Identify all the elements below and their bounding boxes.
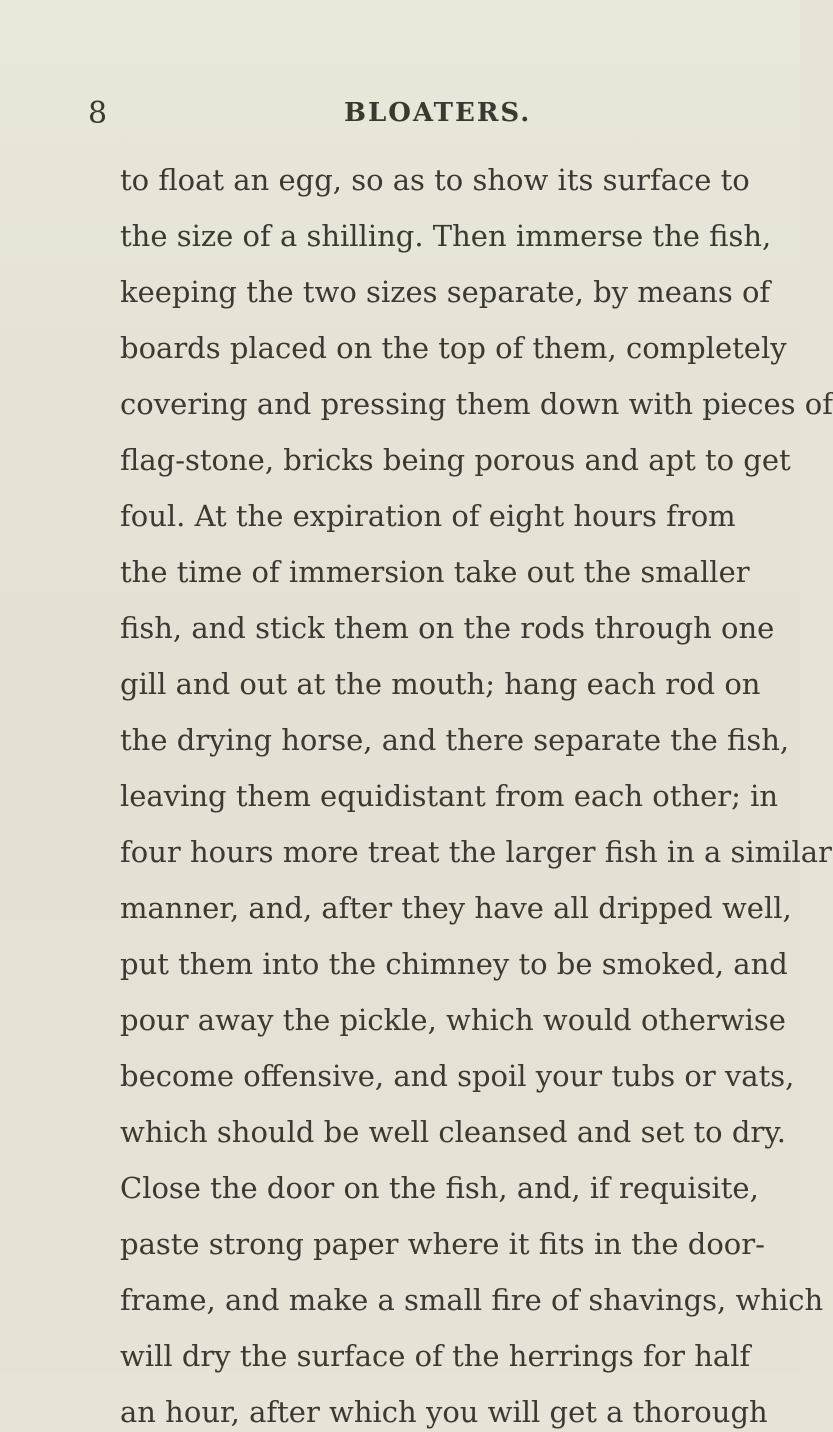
text-line: paste strong paper where it fits in the door- bbox=[120, 1227, 765, 1261]
text-line: covering and pressing them down with pieces of bbox=[120, 387, 833, 421]
page-number: 8 bbox=[88, 96, 108, 131]
text-line: pour away the pickle, which would otherwise bbox=[120, 1003, 786, 1037]
text-line: which should be well cleansed and set to dry. bbox=[120, 1115, 787, 1149]
text-line: to float an egg, so as to show its surface to bbox=[120, 163, 750, 197]
running-title: BLOATERS. bbox=[344, 98, 532, 128]
page-header bbox=[0, 96, 800, 136]
text-line: four hours more treat the larger fish in a similar bbox=[120, 835, 832, 869]
text-line: Close the door on the fish, and, if requisite, bbox=[120, 1171, 759, 1205]
text-line: leaving them equidistant from each other; in bbox=[120, 779, 779, 813]
text-line: boards placed on the top of them, completely bbox=[120, 331, 787, 365]
text-line: keeping the two sizes separate, by means of bbox=[120, 275, 771, 309]
text-line: put them into the chimney to be smoked, and bbox=[120, 947, 788, 981]
text-line: an hour, after which you will get a thorough bbox=[120, 1395, 768, 1429]
text-line: fish, and stick them on the rods through one bbox=[120, 611, 775, 645]
text-line: the time of immersion take out the smaller bbox=[120, 555, 750, 589]
text-line: the size of a shilling. Then immerse the fish, bbox=[120, 219, 772, 253]
text-line: manner, and, after they have all dripped well, bbox=[120, 891, 792, 925]
text-line: gill and out at the mouth; hang each rod on bbox=[120, 667, 761, 701]
text-line: the drying horse, and there separate the fish, bbox=[120, 723, 790, 757]
text-line: flag-stone, bricks being porous and apt to get bbox=[120, 443, 791, 477]
text-line: will dry the surface of the herrings for half bbox=[120, 1339, 751, 1373]
text-line: frame, and make a small fire of shavings, which bbox=[120, 1283, 824, 1317]
text-line: become offensive, and spoil your tubs or vats, bbox=[120, 1059, 795, 1093]
text-line: foul. At the expiration of eight hours from bbox=[120, 499, 736, 533]
